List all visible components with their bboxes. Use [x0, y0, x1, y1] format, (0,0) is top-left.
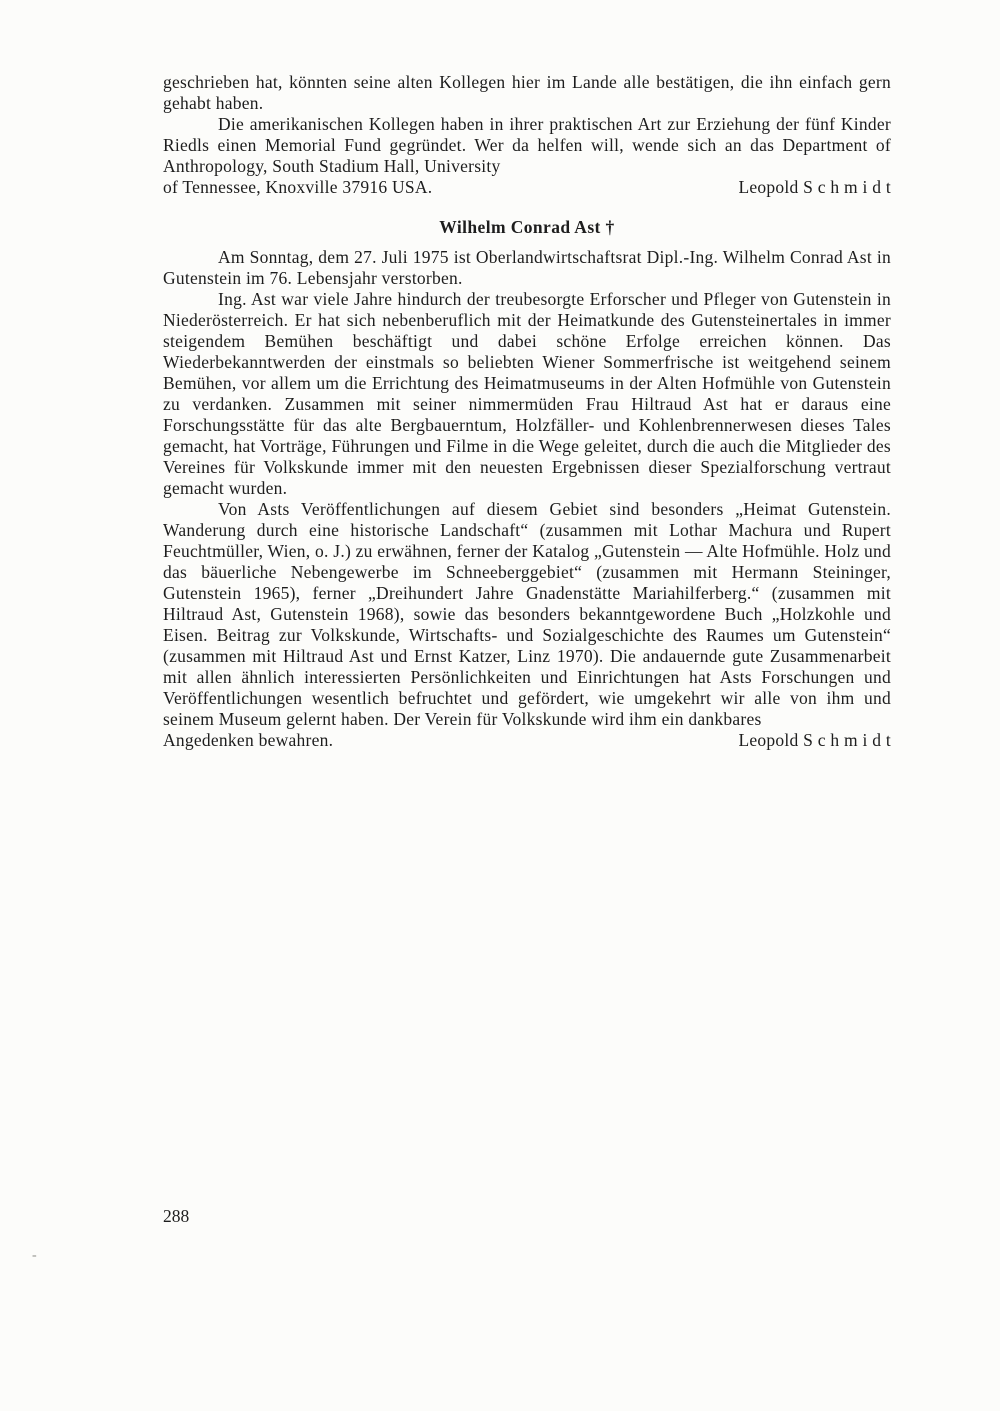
- paragraph-publications: Von Asts Veröffentlichungen auf diesem Gebiet sind besonders „Heimat Gutenstein. Wanderung durch eine historische Landschaft“ (zusammen mit Lothar Machura und Rupert Feuchtmüller, Wien, o. J.) zu erwähnen, ferner der Katalog „Gutenstein — Alte Hofmühle. Holz und das bäuerliche Nebengewerbe im Schneeberggebiet“ (zusammen mit Hermann Steininger, Gutenstein 1965), ferner „Dreihundert Jahre Gnadenstätte Mariahilferberg.“ (zusammen mit Hiltraud Ast, Gutenstein 1968), sowie das besonders bekanntgewordene Buch „Holzkohle und Eisen. Beitrag zur Volkskunde, Wirtschafts- und Sozialgeschichte des Raumes um Gutenstein“ (zusammen mit Hiltraud Ast und Ernst Katzer, Linz 1970). Die andauernde gute Zusammenarbeit mit allen ähnlich interessierten Persönlichkeiten und Einrichtungen hat Asts Forschungen und Veröffentlichungen wesentlich befruchtet und gefördert, wie umgekehrt wir alle von ihm und seinem Museum gelernt haben. Der Verein für Volkskunde wird ihm ein dankbares: [163, 499, 891, 729]
- paragraph-riedl-memorial: Die amerikanischen Kollegen haben in ihrer praktischen Art zur Erziehung der fünf Kinder Riedls einen Memorial Fund gegründet. Wer da helfen will, wende sich an das Department of Anthropology, South Stadium Hall, University: [163, 114, 891, 176]
- page-number: 288: [163, 1206, 190, 1226]
- scan-artifact-dash: -: [32, 1248, 37, 1263]
- obituary-heading: Wilhelm Conrad Ast †: [439, 217, 615, 237]
- obituary-last-line: Angedenken bewahren.: [163, 730, 334, 750]
- riedl-last-line: of Tennessee, Knoxville 37916 USA.: [163, 177, 433, 197]
- author-signature: Leopold S c h m i d t: [738, 730, 891, 750]
- text-block: [163, 72, 891, 751]
- obituary-signature-line: [163, 730, 891, 751]
- paragraph-death-notice: Am Sonntag, dem 27. Juli 1975 ist Oberlandwirtschaftsrat Dipl.-Ing. Wilhelm Conrad Ast in Gutenstein im 76. Lebensjahr verstorben.: [163, 247, 891, 288]
- paragraph-continuation: geschrieben hat, könnten seine alten Kollegen hier im Lande alle bestätigen, die ihn einfach gern gehabt haben.: [163, 72, 891, 113]
- author-signature: Leopold S c h m i d t: [738, 177, 891, 197]
- riedl-signature-line: [163, 177, 891, 198]
- paragraph-life-and-work: Ing. Ast war viele Jahre hindurch der treubesorgte Erforscher und Pfleger von Gutenstein in Niederösterreich. Er hat sich nebenberuflich mit der Heimatkunde des Gutensteinertales in immer steigendem Bemühen beschäftigt und dabei schöne Erfolge erreichen können. Das Wiederbekanntwerden der einstmals so beliebten Wiener Sommerfrische ist weitgehend seinem Bemühen, vor allem um die Errichtung des Heimatmuseums in der Alten Hofmühle von Gutenstein zu verdanken. Zusammen mit seiner nimmermüden Frau Hiltraud Ast hat er daraus eine Forschungsstätte für das alte Bergbauerntum, Holzfäller- und Kohlenbrennerwesen dieses Tales gemacht, hat Vorträge, Führungen und Filme in die Wege geleitet, durch die auch die Mitglieder des Vereines für Volkskunde immer mit den neuesten Ergebnissen dieser Spezialforschung vertraut gemacht wurden.: [163, 289, 891, 498]
